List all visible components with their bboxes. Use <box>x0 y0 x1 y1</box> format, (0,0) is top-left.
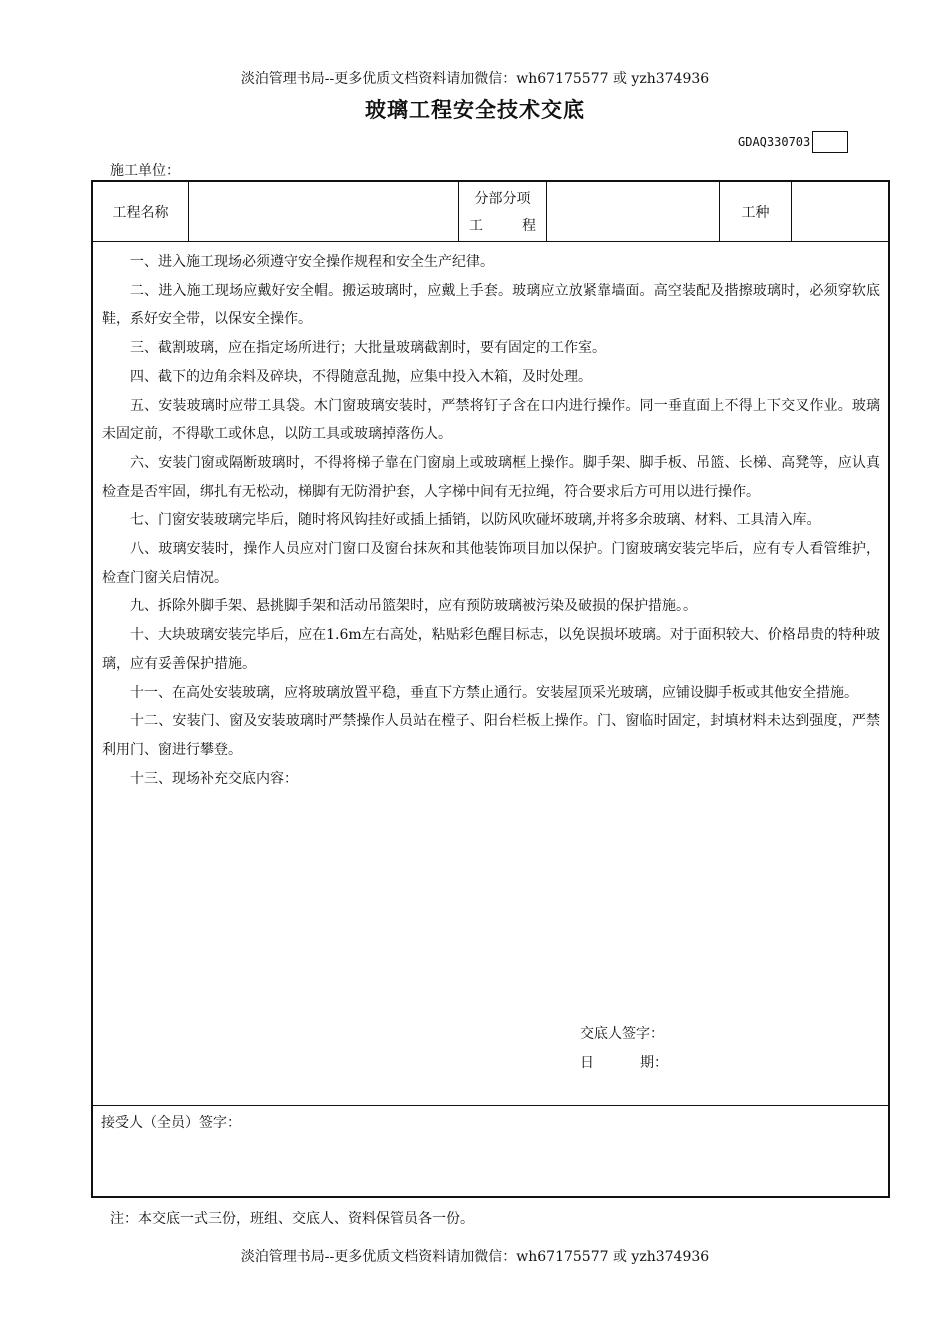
disclosure-item: 六、安装门窗或隔断玻璃时，不得将梯子靠在门窗扇上或玻璃框上操作。脚手架、脚手板、吊篮、长梯、高凳等，应认真检查是否牢固，绑扎有无松动，梯脚有无防滑护套，人字梯中间有无拉绳，符合要求后方可用以进行操作。 <box>102 454 880 500</box>
sub-project-field[interactable] <box>547 182 720 241</box>
disclosure-item: 三、截割玻璃，应在指定场所进行；大批量玻璃截割时，要有固定的工作室。 <box>130 340 606 357</box>
disclosure-item: 十一、在高处安装玻璃，应将玻璃放置平稳，垂直下方禁止通行。安装屋顶采光玻璃，应铺设脚手板或其他安全措施。 <box>130 684 858 701</box>
date-label <box>580 1049 668 1078</box>
sub-project-label-char-a: 工 <box>469 217 483 234</box>
footer-note: 淡泊管理书局--更多优质文档资料请加微信：wh67175577 或 yzh374936 <box>240 1249 710 1265</box>
form-header-row <box>93 182 888 242</box>
copies-note: 注：本交底一式三份，班组、交底人、资料保管员各一份。 <box>110 1211 474 1227</box>
disclosure-form <box>91 180 890 1198</box>
disclosure-item: 七、门窗安装玻璃完毕后，随时将风钩挂好或插上插销，以防风吹碰坏玻璃,并将多余玻璃、材料、工具清入库。 <box>130 512 821 529</box>
header-note: 淡泊管理书局--更多优质文档资料请加微信：wh67175577 或 yzh374936 <box>240 71 710 87</box>
disclosure-content <box>93 242 888 1106</box>
disclosure-item: 十、大块玻璃安装完毕后，应在1.6m左右高处，粘贴彩色醒目标志，以免误损坏玻璃。对于面积较大、价格昂贵的特种玻璃，应有妥善保护措施。 <box>102 627 880 672</box>
disclosure-item: 八、玻璃安装时，操作人员应对门窗口及窗台抹灰和其他装饰项目加以保护。门窗玻璃安装完毕后，应有专人看管维护，检查门窗关启情况。 <box>102 541 880 586</box>
disclosure-item: 五、安装玻璃时应带工具袋。木门窗玻璃安装时，严禁将钉子含在口内进行操作。同一垂直面上不得上下交叉作业。玻璃未固定前，不得歇工或休息，以防工具或玻璃掉落伤人。 <box>102 397 880 443</box>
work-type-field[interactable] <box>792 182 888 241</box>
disclosure-item: 十二、安装门、窗及安装玻璃时严禁操作人员站在樘子、阳台栏板上操作。门、窗临时固定，封填材料未达到强度，严禁利用门、窗进行攀登。 <box>102 713 880 758</box>
project-name-label: 工程名称 <box>93 182 189 241</box>
project-name-field[interactable] <box>189 182 459 241</box>
receiver-signature-label: 接受人（全员）签字： <box>101 1115 241 1131</box>
page-title: 玻璃工程安全技术交底 <box>365 98 585 122</box>
sub-project-label-line1: 分部分项 <box>474 190 531 207</box>
disclosure-item: 一、进入施工现场必须遵守安全操作规程和安全生产纪律。 <box>130 254 494 270</box>
date-label-char-b: 期： <box>640 1055 668 1071</box>
sub-project-label-line2 <box>459 213 546 239</box>
form-code-text: GDAQ330703 <box>738 135 811 149</box>
signer-block <box>580 1020 668 1078</box>
work-type-label: 工种 <box>720 182 792 241</box>
supplement-label: 十三、现场补充交底内容： <box>130 770 298 787</box>
form-code-box[interactable] <box>812 131 848 153</box>
disclosure-item: 二、进入施工现场应戴好安全帽。搬运玻璃时，应戴上手套。玻璃应立放紧靠墙面。高空装配及揩擦玻璃时，必须穿软底鞋，系好安全带，以保安全操作。 <box>102 282 880 328</box>
disclosure-item: 四、截下的边角余料及碎块，不得随意乱抛，应集中投入木箱，及时处理。 <box>130 368 592 385</box>
signer-label: 交底人签字： <box>580 1026 664 1042</box>
construction-unit-label: 施工单位： <box>110 163 180 179</box>
sub-project-label <box>459 182 547 241</box>
form-code <box>738 131 848 153</box>
sub-project-label-char-b: 程 <box>522 217 536 234</box>
disclosure-item: 九、拆除外脚手架、悬挑脚手架和活动吊篮架时，应有预防玻璃被污染及破损的保护措施。。 <box>130 598 697 615</box>
date-label-char-a: 日 <box>580 1055 594 1071</box>
